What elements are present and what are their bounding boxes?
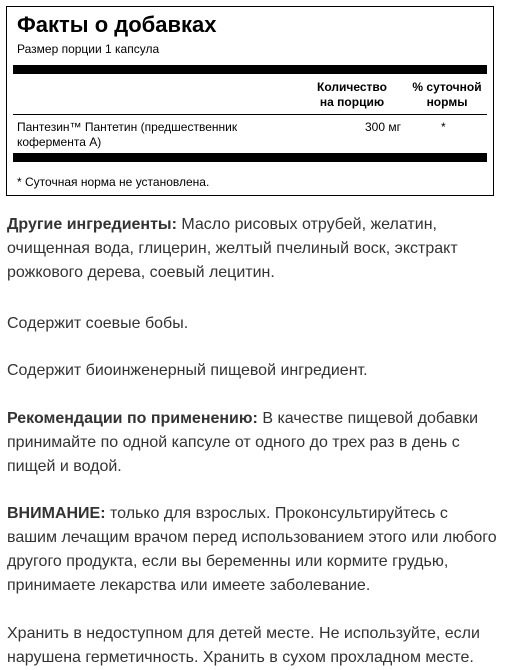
other-ingredients-label: Другие ингредиенты: — [7, 216, 177, 233]
ingredient-amount: 300 мг — [365, 120, 401, 134]
directions-paragraph — [7, 407, 502, 479]
warning-text: только для взрослых. Проконсультируйтесь с вашим лечащим врачом перед использованием этого или любого другого продукта, если вы беременны или кормите грудью, принимаете лекарства или имеете заболевание. — [7, 505, 497, 594]
supplement-facts-panel — [6, 6, 494, 196]
ingredient-daily-value: * — [441, 120, 446, 134]
storage-paragraph: Хранить в недоступном для детей месте. Не используйте, если нарушена герметичность. Хранить в сухом прохладном месте. — [7, 625, 480, 666]
serving-size: Размер порции 1 капсула — [17, 42, 160, 56]
directions-text: В качестве пищевой добавки принимайте по одной капсуле от одного до трех раз в день с пищей и водой. — [7, 410, 479, 475]
other-ingredients-paragraph — [7, 213, 502, 285]
amount-per-serving-header: Количество на порцию — [317, 80, 387, 109]
other-ingredients-text: Масло рисовых отрубей, желатин, очищенная вода, глицерин, желтый пчелиный воск, экстракт рожкового дерева, соевый лецитин. — [7, 216, 458, 281]
directions-label: Рекомендации по применению: — [7, 410, 258, 427]
ingredient-name: Пантезин™ Пантетин (предшественник кофермента A) — [17, 120, 238, 149]
warning-paragraph — [7, 502, 502, 598]
warning-label: ВНИМАНИЕ: — [7, 505, 106, 522]
contains-soy-paragraph: Содержит соевые бобы. — [7, 315, 189, 332]
daily-value-header: % суточной нормы — [412, 80, 482, 109]
thin-divider — [13, 114, 487, 115]
thick-divider-top — [13, 65, 487, 74]
daily-value-footnote: * Суточная норма не установлена. — [17, 175, 210, 189]
facts-title: Факты о добавках — [17, 12, 217, 37]
bioengineered-paragraph: Содержит биоинженерный пищевой ингредиент. — [7, 362, 368, 379]
thick-divider-bottom — [13, 153, 487, 162]
